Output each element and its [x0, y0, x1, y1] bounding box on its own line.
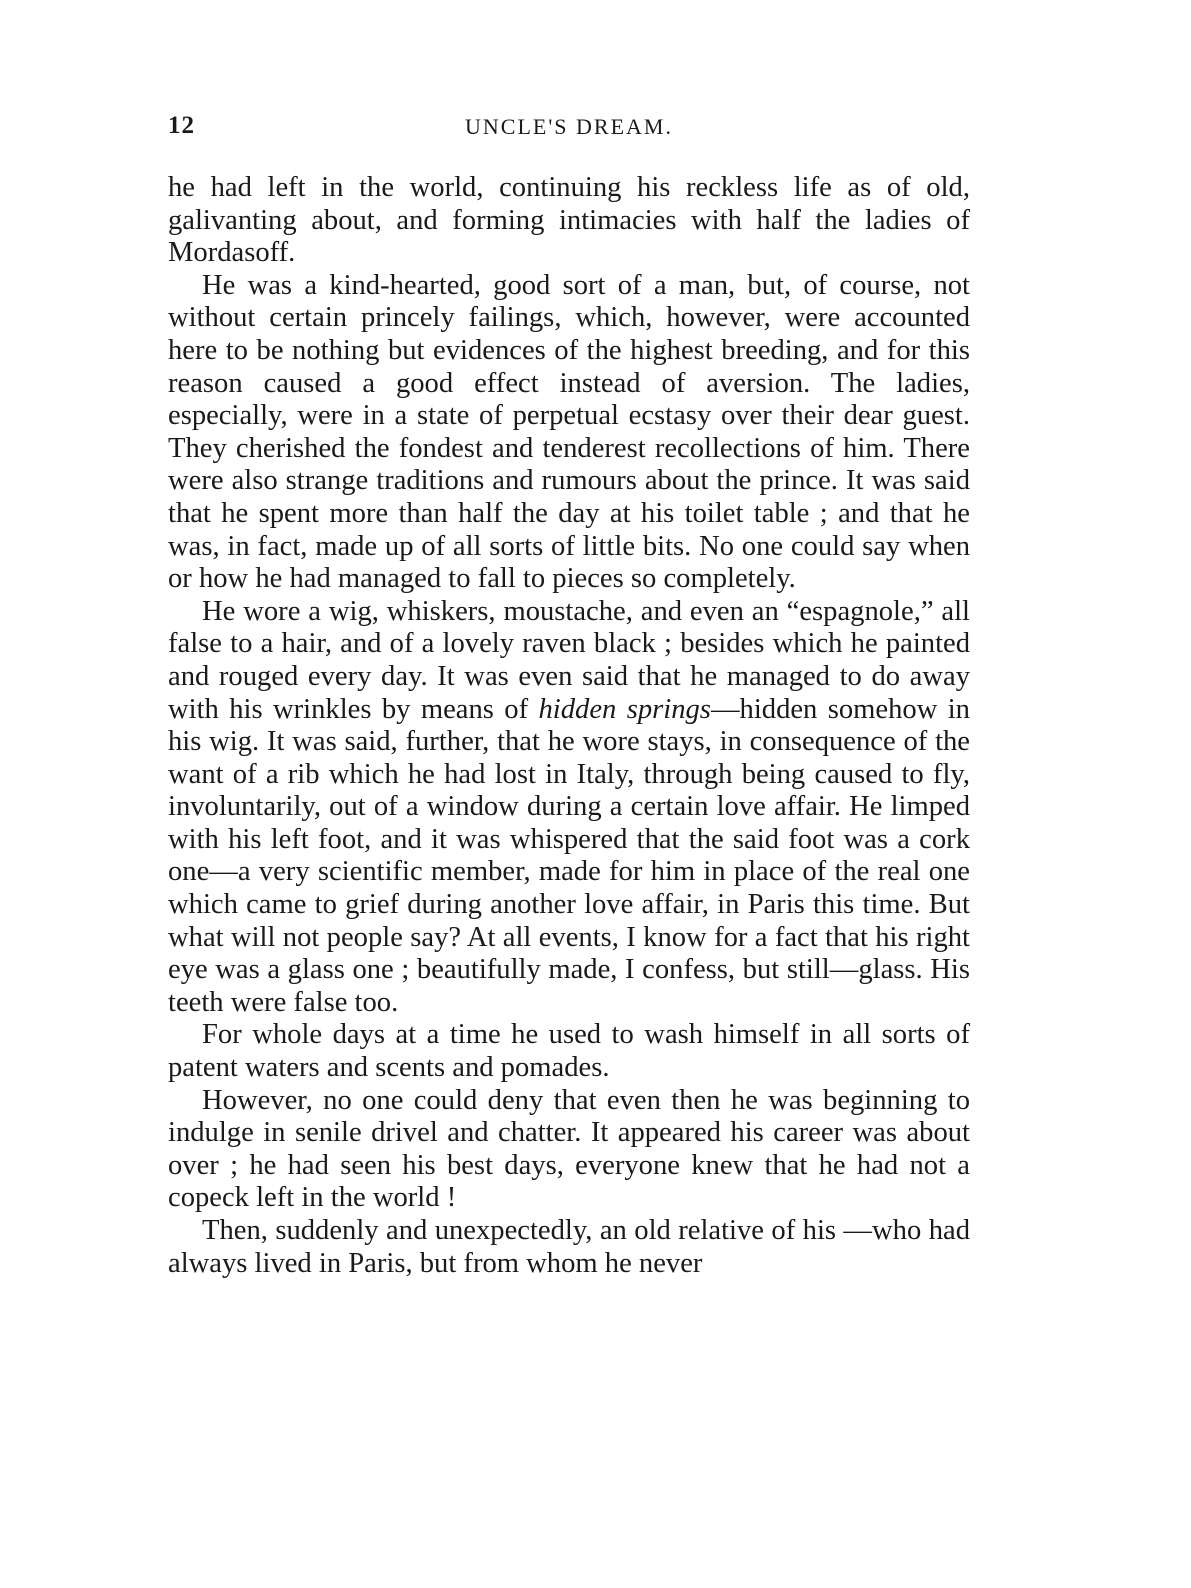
- page-number: 12: [168, 112, 195, 139]
- running-title: UNCLE'S DREAM.: [465, 114, 673, 139]
- paragraph-5: However, no one could deny that even then he was beginning to indulge in senile drivel and chatter. It appeared his career was about over ; he had seen his best days, everyone knew that he had not a copeck left in the world !: [168, 1084, 970, 1214]
- paragraph-2: He was a kind-hearted, good sort of a man, but, of course, not without certain princely failings, which, however, were accounted here to be nothing but evidences of the highest breeding, and for this reason caused a good effect instead of aversion. The ladies, especially, were in a state of perpetual ecstasy over their dear guest. They cherished the fondest and tenderest recollections of him. There were also strange traditions and rumours about the prince. It was said that he spent more than half the day at his toilet table ; and that he was, in fact, made up of all sorts of little bits. No one could say when or how he had managed to fall to pieces so completely.: [168, 269, 970, 595]
- paragraph-4: For whole days at a time he used to wash himself in all sorts of patent waters and scents and pomades.: [168, 1019, 970, 1084]
- body-text: [168, 172, 970, 1280]
- italic-phrase: hidden springs: [538, 693, 711, 725]
- running-head: [168, 112, 970, 148]
- paragraph-6: Then, suddenly and unexpectedly, an old relative of his —who had always lived in Paris, but from whom he never: [168, 1215, 970, 1279]
- paragraph-3: [168, 596, 970, 1020]
- paragraph-3-text-after: —hidden somehow in his wig. It was said, further, that he wore stays, in consequence of the want of a rib which he had lost in Italy, through being caused to fly, involuntarily, out of a window during a certain love affair. He limped with his left foot, and it was whispered that the said foot was a cork one—a very scientific member, made for him in place of the real one which came to grief during another love affair, in Paris this time. But what will not people say? At all events, I know for a fact that his right eye was a glass one ; beautifully made, I confess, but still—glass. His teeth were false too.: [168, 693, 970, 1018]
- paragraph-1: he had left in the world, continuing his reckless life as of old, galivanting about, and forming intimacies with half the ladies of Mordasoff.: [168, 172, 970, 269]
- paragraph-3-text-before: He wore a wig, whiskers, moustache, and even an “espagnole,” all false to a hair, and of a lovely raven black ; besides which he painted and rouged every day. It was even said that he managed to do away with his wrinkles by means of: [168, 595, 970, 725]
